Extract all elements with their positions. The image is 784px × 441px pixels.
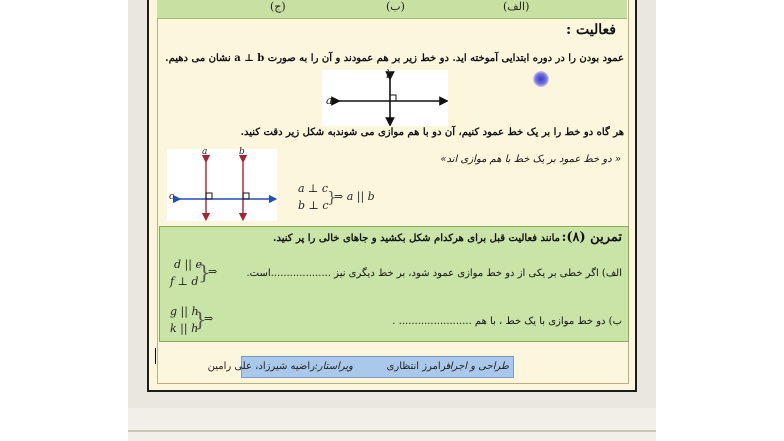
line-label-a: a — [326, 94, 333, 107]
item-a-math-1: d || e — [174, 258, 202, 271]
option-label-alef: (الف) — [503, 0, 530, 13]
text-caret — [155, 348, 156, 364]
given-b-perp-c: b ⊥ c — [298, 199, 329, 212]
given-a-perp-c: a ⊥ c — [298, 182, 329, 195]
viewer-bottom-bar — [128, 408, 656, 441]
line-label-b: b — [386, 68, 394, 81]
editor-label: ویراستار: — [314, 361, 353, 372]
brace-icon: } — [327, 188, 337, 206]
item-b-math-1: g || h — [170, 305, 199, 318]
left-margin — [0, 0, 128, 441]
line-label-c: c — [169, 192, 175, 202]
activity-line-2: هر گاه دو خط را بر یک خط عمود کنیم، آن دو با هم موازی می شوندبه شکل زیر دقت کنید. — [240, 127, 624, 138]
activity-line-1: عمود بودن را در دوره ابتدایی آموخته اید. دو خط زیر بر هم عمودند و آن را به صورت a ⊥ b نشان می دهیم. — [165, 53, 624, 64]
exercise-title: تمرین (۸): — [561, 230, 622, 245]
item-a-math-2: f ⊥ d — [170, 275, 199, 288]
line-label-a: a — [202, 147, 208, 157]
result-a-parallel-b: ⇒ a || b — [334, 190, 375, 203]
brace-icon: } — [194, 307, 207, 331]
implies-icon: ⇒ — [204, 312, 214, 325]
implies-icon: ⇒ — [208, 265, 218, 278]
exercise-item-a: الف) اگر خطی بر یکی از دو خط موازی عمود شود، بر خط دیگری نیز ...................است. — [246, 268, 622, 279]
item-b-math-2: k || h — [170, 322, 199, 335]
credits-bar — [207, 356, 514, 378]
option-label-jim: (ج) — [270, 0, 286, 13]
designer-name: فرامرز انتظاری — [386, 361, 451, 372]
line-label-b: b — [239, 147, 245, 157]
designer-label: طراحی و اجرا: — [446, 361, 509, 372]
editor-names: راضیه شیرزاد، علی رامین — [207, 361, 315, 372]
exercise-instruction: مانند فعالیت قبل برای هرکدام شکل بکشید و جاهای خالی را پر کنید. — [272, 233, 560, 244]
perpendicular-lines-figure — [322, 70, 448, 126]
activity-quote: « دو خط عمود بر یک خط با هم موازی اند» — [440, 154, 621, 165]
viewer-horizontal-scrollbar[interactable] — [128, 430, 656, 432]
option-label-be: (ب) — [386, 0, 405, 13]
activity-heading: فعالیت : — [566, 22, 616, 38]
exercise-item-b: ب) دو خط موازی با یک خط ، با هم ....................... . — [392, 316, 622, 327]
pointer-cursor-icon — [533, 71, 549, 87]
parallel-lines-figure — [167, 149, 277, 221]
brace-icon: } — [198, 260, 211, 284]
right-margin — [656, 0, 784, 441]
